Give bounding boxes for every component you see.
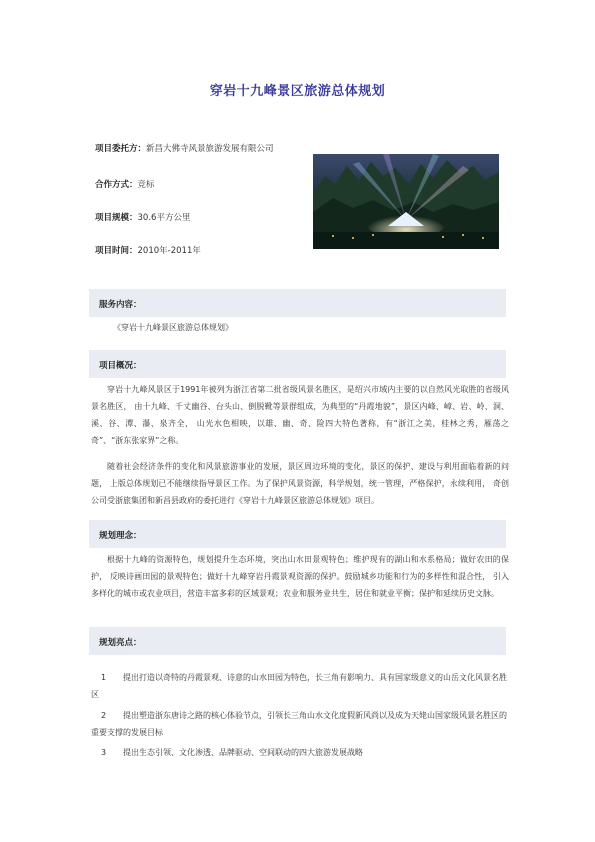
highlight-item — [91, 707, 509, 741]
overview-paragraph-1: 穿岩十九峰风景区于1991年被列为浙江省第二批省级风景名胜区，是绍兴市域内主要的以自然风光取胜的省级风景名胜区， 由十九峰、千丈幽谷、台头山、倒脱靴等景群组成，为典型的“丹霞地貌”，景区内峰、嶂、岩、岭、洞、溪、谷、潭、瀑、泉齐全， 山光水色相映，以雄、幽、奇、险四大特色著称，有“浙江之美，桂林之秀，雁荡之奇”、“浙东张家界”之称。 — [91, 385, 509, 445]
info-client-value: 新昌大佛寺风景旅游发展有限公司 — [146, 144, 274, 154]
page-title: 穿岩十九峰景区旅游总体规划 — [209, 84, 386, 99]
info-scale-label: 项目规模： — [95, 213, 138, 223]
highlight-item — [91, 669, 509, 703]
highlight-text: 提出生态引领、文化渗透、品牌驱动、空间联动的四大旅游发展战略 — [123, 748, 363, 757]
highlight-number: 3 — [101, 748, 107, 757]
info-scale — [95, 211, 190, 223]
section-overview-bar — [89, 350, 506, 378]
highlight-text: 提出打造以奇特的丹霞景观、诗意的山水田园为特色，长三角有影响力、具有国家级意义的山岳文化风景名胜区 — [91, 673, 507, 699]
info-time — [95, 244, 201, 256]
section-overview-heading: 项目概况： — [99, 361, 142, 371]
info-time-label: 项目时间： — [95, 246, 138, 256]
highlight-number: 2 — [101, 711, 107, 720]
info-scale-value: 30.6平方公里 — [137, 213, 191, 223]
overview-paragraph-2: 随着社会经济条件的变化和风景旅游事业的发展，景区周边环境的变化，景区的保护、建设与利用面临着新的问题， 上版总体规划已不能继续指导景区工作。为了保护风景资源，科学规划，统一管理，严格保护，永续利用， 奇创公司受浙旅集团和新昌县政府的委托进行《穿岩十九峰景区旅游总体规划》项目。 — [91, 462, 509, 505]
highlight-text: 提出塑造浙东唐诗之路的核心体验节点，引领长三角山水文化度假新风尚以及成为天姥山国家级风景名胜区的重要支撑的发展目标 — [91, 711, 507, 737]
section-service-heading: 服务内容： — [99, 300, 142, 310]
info-method-label: 合作方式： — [95, 180, 138, 190]
highlight-number: 1 — [101, 673, 107, 682]
section-concept-bar — [89, 520, 506, 548]
info-client — [95, 142, 274, 154]
info-time-value: 2010年-2011年 — [137, 246, 201, 256]
concept-paragraph: 根据十九峰的资源特色，规划提升生态环境，突出山水田景观特色；维护现有的湖山和水系格局；做好农田的保护， 反映诗画田园的景观特色；做好十九峰穿岩丹霞景观资源的保护。鼓励城乡功能和行为的多样性和混合性， 引入多样化的城市或农业项目，营造丰富多彩的区域景观；农业和服务业共生，居住和就业平衡；保护和延续历史文脉。 — [91, 555, 509, 598]
info-method-value: 竞标 — [137, 180, 155, 190]
section-highlights-bar — [89, 627, 506, 655]
section-concept-heading: 规划理念： — [99, 531, 142, 541]
scenic-photo — [313, 154, 499, 249]
info-client-label: 项目委托方： — [95, 144, 147, 154]
section-highlights-heading: 规划亮点： — [99, 638, 142, 648]
highlight-item — [91, 744, 509, 761]
info-method — [95, 178, 155, 190]
service-text: 《穿岩十九峰景区旅游总体规划》 — [113, 323, 233, 332]
section-service-bar — [89, 289, 506, 317]
